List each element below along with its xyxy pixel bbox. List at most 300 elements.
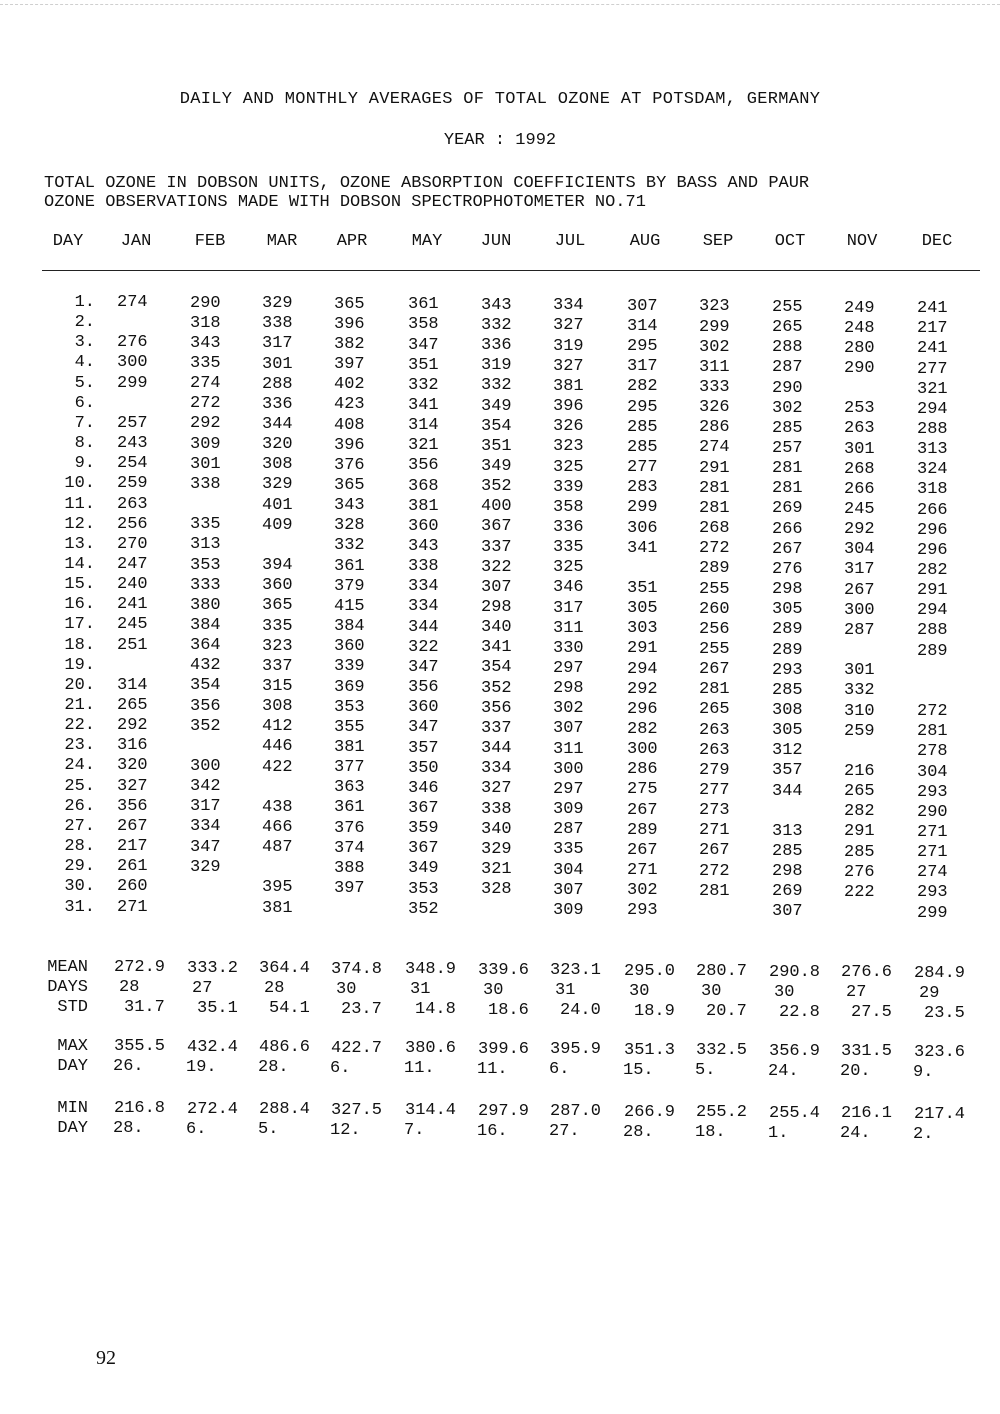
ozone-value: 286 (699, 418, 730, 438)
ozone-value: 361 (334, 798, 365, 818)
ozone-value: 287 (553, 820, 584, 840)
ozone-value: 266 (917, 500, 948, 520)
page-number: 92 (96, 1347, 116, 1369)
stat-value: 380.6 (405, 1039, 457, 1058)
ozone-value: 320 (262, 435, 293, 455)
ozone-value: 336 (262, 394, 293, 414)
ozone-value: 397 (334, 879, 365, 898)
ozone-value: 381 (553, 376, 584, 396)
ozone-value: 336 (553, 517, 584, 537)
ozone-value: 281 (699, 680, 730, 700)
ozone-value: 279 (699, 760, 730, 780)
ozone-value: 304 (844, 540, 875, 560)
ozone-value: 287 (844, 620, 875, 640)
ozone-value: 282 (627, 377, 658, 397)
stat-value: 290.8 (769, 962, 821, 982)
ozone-value: 376 (334, 455, 365, 475)
day-label: 21. (64, 696, 95, 715)
ozone-value: 402 (334, 375, 365, 395)
ozone-value: 241 (917, 339, 948, 359)
ozone-value: 396 (334, 435, 365, 455)
ozone-value: 349 (481, 396, 512, 416)
ozone-value: 318 (917, 480, 948, 500)
stat-value: 272.4 (187, 1099, 239, 1119)
stat-value: 28. (258, 1058, 289, 1077)
ozone-value: 377 (334, 758, 365, 778)
ozone-value: 304 (917, 762, 948, 782)
ozone-value: 340 (481, 819, 512, 839)
stat-value: 332.5 (696, 1041, 748, 1060)
stat-value: 30 (336, 979, 357, 999)
ozone-value: 251 (117, 635, 148, 655)
ozone-value: 298 (772, 862, 803, 882)
day-label: 19. (64, 655, 95, 675)
ozone-value: 293 (772, 660, 803, 680)
stat-value: 19. (186, 1057, 217, 1077)
ozone-value: 303 (627, 619, 658, 639)
ozone-value: 307 (553, 719, 584, 739)
ozone-value: 263 (699, 720, 730, 740)
ozone-value: 342 (190, 777, 221, 797)
ozone-value: 301 (844, 661, 875, 681)
ozone-value: 299 (117, 373, 148, 393)
ozone-value: 288 (772, 338, 803, 358)
ozone-value: 341 (481, 638, 512, 658)
ozone-value: 261 (117, 857, 148, 877)
ozone-value: 245 (117, 615, 148, 635)
ozone-value: 272 (699, 539, 730, 559)
stat-value: 24. (840, 1124, 871, 1143)
ozone-value: 343 (334, 496, 365, 516)
day-label: 25. (64, 776, 95, 796)
ozone-value: 354 (481, 416, 512, 436)
column-header-nov: NOV (846, 232, 878, 251)
ozone-value: 367 (481, 517, 512, 537)
ozone-value: 256 (699, 619, 730, 639)
day-label: 24. (64, 756, 95, 776)
ozone-value: 327 (117, 776, 148, 796)
ozone-value: 357 (408, 738, 439, 758)
ozone-value: 326 (699, 398, 730, 418)
stat-value: 297.9 (478, 1101, 530, 1121)
ozone-value: 263 (699, 740, 730, 760)
column-header-feb: FEB (194, 232, 226, 251)
ozone-value: 412 (262, 717, 293, 737)
stat-value: 323.6 (914, 1042, 966, 1062)
ozone-value: 376 (334, 818, 365, 838)
ozone-value: 367 (408, 798, 439, 818)
stat-value: 30 (483, 980, 504, 1000)
ozone-value: 325 (553, 558, 584, 578)
stat-value: 5. (258, 1120, 279, 1139)
ozone-value: 394 (262, 556, 293, 576)
stat-value: 395.9 (550, 1040, 602, 1059)
ozone-value: 351 (408, 355, 439, 375)
stat-value: 24.0 (560, 1001, 601, 1020)
column-header-jun: JUN (480, 232, 512, 251)
ozone-value: 328 (334, 516, 365, 536)
ozone-value: 292 (844, 520, 875, 540)
ozone-value: 334 (481, 759, 512, 779)
ozone-value: 349 (408, 859, 439, 879)
ozone-value: 335 (190, 354, 221, 373)
ozone-value: 222 (844, 882, 875, 902)
ozone-value: 328 (481, 880, 512, 900)
column-header-may: MAY (411, 232, 443, 251)
ozone-value: 327 (481, 779, 512, 799)
ozone-value: 352 (481, 477, 512, 497)
ozone-value: 329 (262, 475, 293, 495)
stat-value: 16. (477, 1121, 508, 1141)
stat-value: 323.1 (550, 961, 602, 980)
ozone-value: 335 (553, 538, 584, 558)
column-header-jul: JUL (554, 232, 586, 251)
ozone-value: 260 (117, 877, 148, 897)
ozone-value: 363 (334, 778, 365, 798)
ozone-value: 334 (190, 817, 221, 837)
ozone-value: 338 (408, 557, 439, 577)
ozone-value: 274 (117, 293, 148, 312)
stat-value: 27 (846, 983, 867, 1002)
ozone-value: 300 (844, 600, 875, 620)
ozone-value: 337 (262, 656, 293, 676)
day-label: 14. (64, 554, 95, 574)
ozone-value: 298 (553, 679, 584, 699)
ozone-value: 307 (627, 296, 658, 316)
ozone-value: 314 (627, 317, 658, 336)
ozone-value: 321 (481, 859, 512, 879)
stat-value: 11. (477, 1059, 508, 1079)
ozone-value: 267 (772, 539, 803, 559)
column-header-apr: APR (336, 232, 368, 251)
ozone-value: 381 (262, 898, 293, 918)
ozone-value: 347 (190, 837, 221, 857)
ozone-value: 356 (481, 698, 512, 718)
stat-value: 216.1 (841, 1104, 893, 1123)
ozone-value: 290 (772, 378, 803, 398)
stat-label: DAY (57, 1119, 88, 1138)
stat-value: 28. (623, 1122, 654, 1142)
ozone-value: 271 (117, 897, 148, 917)
ozone-value: 277 (699, 781, 730, 800)
ozone-value: 292 (190, 414, 221, 434)
ozone-value: 487 (262, 838, 293, 858)
ozone-value: 337 (481, 718, 512, 738)
ozone-value: 356 (117, 796, 148, 816)
ozone-value: 311 (699, 357, 730, 377)
scan-edge (0, 4, 1000, 5)
ozone-value: 343 (408, 537, 439, 556)
stat-value: 266.9 (624, 1102, 676, 1122)
day-label: 23. (64, 736, 95, 756)
ozone-value: 409 (262, 515, 293, 535)
stat-value: 339.6 (478, 960, 530, 980)
stat-value: 15. (623, 1060, 654, 1080)
ozone-value: 304 (553, 860, 584, 880)
ozone-value: 305 (772, 600, 803, 620)
ozone-value: 381 (408, 496, 439, 516)
ozone-value: 339 (553, 477, 584, 497)
ozone-value: 359 (408, 819, 439, 839)
day-label: 5. (74, 373, 95, 393)
stat-value: 255.2 (696, 1103, 748, 1122)
ozone-value: 302 (699, 337, 730, 357)
ozone-value: 322 (408, 637, 439, 657)
ozone-value: 354 (190, 676, 221, 696)
ozone-value: 290 (190, 293, 221, 313)
ozone-value: 281 (699, 478, 730, 498)
ozone-value: 396 (553, 397, 584, 417)
ozone-value: 347 (408, 718, 439, 738)
ozone-value: 317 (627, 357, 658, 377)
ozone-value: 327 (553, 356, 584, 376)
ozone-value: 357 (772, 761, 803, 781)
ozone-value: 288 (917, 419, 948, 439)
ozone-value: 288 (917, 621, 948, 641)
ozone-value: 305 (627, 599, 658, 619)
ozone-value: 400 (481, 497, 512, 517)
ozone-value: 358 (553, 497, 584, 517)
ozone-value: 321 (917, 379, 948, 399)
ozone-value: 259 (117, 474, 148, 494)
ozone-value: 289 (917, 641, 948, 661)
ozone-value: 336 (481, 336, 512, 356)
ozone-value: 313 (917, 440, 948, 460)
stat-value: 276.6 (841, 963, 893, 982)
ozone-value: 338 (190, 474, 221, 494)
ozone-value: 255 (772, 297, 803, 317)
ozone-value: 290 (917, 802, 948, 822)
ozone-value: 341 (627, 538, 658, 558)
ozone-value: 388 (334, 858, 365, 878)
day-label: 7. (74, 413, 95, 433)
ozone-value: 367 (408, 839, 439, 859)
ozone-value: 259 (844, 721, 875, 741)
ozone-value: 299 (699, 317, 730, 337)
ozone-value: 298 (772, 580, 803, 600)
ozone-value: 338 (262, 314, 293, 334)
stat-value: 54.1 (269, 999, 310, 1018)
stat-value: 31.7 (124, 998, 165, 1017)
stat-value: 18.6 (488, 1000, 529, 1020)
ozone-value: 332 (408, 375, 439, 395)
ozone-value: 294 (627, 659, 658, 679)
ozone-value: 216 (844, 761, 875, 781)
ozone-value: 368 (408, 476, 439, 496)
ozone-value: 354 (481, 658, 512, 678)
stat-value: 432.4 (187, 1037, 239, 1057)
ozone-value: 316 (117, 736, 148, 756)
ozone-value: 267 (699, 660, 730, 680)
ozone-value: 307 (553, 880, 584, 900)
ozone-value: 281 (699, 498, 730, 518)
ozone-value: 293 (627, 901, 658, 921)
ozone-value: 266 (772, 519, 803, 539)
ozone-value: 384 (190, 615, 221, 635)
stat-value: 30 (629, 981, 650, 1001)
ozone-value: 289 (772, 640, 803, 660)
ozone-value: 276 (117, 333, 148, 353)
day-label: 20. (64, 675, 95, 695)
ozone-value: 329 (481, 839, 512, 859)
day-label: 8. (74, 434, 95, 454)
ozone-value: 301 (262, 354, 293, 374)
ozone-value: 289 (627, 820, 658, 840)
ozone-value: 365 (334, 294, 365, 314)
ozone-value: 353 (334, 697, 365, 717)
stat-value: 356.9 (769, 1041, 821, 1061)
stat-value: 27.5 (851, 1003, 892, 1022)
ozone-value: 364 (190, 636, 221, 656)
ozone-value: 274 (917, 863, 948, 883)
ozone-value: 281 (699, 881, 730, 901)
ozone-value: 365 (334, 476, 365, 495)
stat-value: 35.1 (197, 998, 238, 1018)
ozone-value: 343 (481, 295, 512, 315)
stat-value: 295.0 (624, 961, 676, 981)
ozone-value: 271 (917, 822, 948, 842)
ozone-value: 267 (699, 841, 730, 861)
ozone-value: 380 (190, 595, 221, 615)
ozone-value: 326 (553, 417, 584, 437)
ozone-value: 323 (262, 636, 293, 656)
ozone-value: 382 (334, 334, 365, 354)
day-label: 17. (64, 615, 95, 635)
ozone-value: 301 (190, 454, 221, 474)
stat-value: 11. (404, 1059, 435, 1078)
ozone-value: 341 (408, 395, 439, 415)
ozone-value: 283 (627, 478, 658, 498)
ozone-value: 270 (117, 534, 148, 554)
ozone-value: 285 (627, 437, 658, 457)
ozone-value: 299 (917, 903, 948, 923)
ozone-value: 355 (334, 717, 365, 737)
ozone-value: 381 (334, 737, 365, 757)
stat-label: MAX (57, 1037, 88, 1056)
column-header-jan: JAN (120, 232, 152, 251)
ozone-value: 339 (334, 657, 365, 677)
ozone-value: 334 (553, 296, 584, 316)
column-header-oct: OCT (774, 232, 806, 251)
ozone-value: 281 (772, 479, 803, 499)
ozone-value: 438 (262, 797, 293, 817)
ozone-value: 281 (917, 722, 948, 742)
ozone-value: 253 (844, 399, 875, 419)
ozone-value: 260 (699, 599, 730, 619)
ozone-value: 396 (334, 314, 365, 334)
ozone-value: 347 (408, 335, 439, 355)
ozone-value: 255 (699, 579, 730, 599)
stat-value: 23.7 (341, 999, 382, 1019)
column-header-dec: DEC (921, 232, 953, 251)
ozone-value: 243 (117, 434, 148, 454)
ozone-value: 308 (772, 700, 803, 720)
ozone-value: 322 (481, 557, 512, 577)
page-title: DAILY AND MONTHLY AVERAGES OF TOTAL OZONE AT POTSDAM, GERMANY (179, 90, 821, 109)
column-header-sep: SEP (702, 232, 734, 251)
stat-value: 5. (695, 1061, 716, 1080)
ozone-value: 312 (772, 741, 803, 761)
stat-value: 351.3 (624, 1040, 676, 1060)
ozone-value: 309 (190, 434, 221, 454)
ozone-value: 365 (262, 596, 293, 616)
ozone-value: 317 (844, 560, 875, 580)
ozone-value: 347 (408, 657, 439, 677)
stat-value: 1. (768, 1123, 789, 1143)
day-label: 29. (64, 857, 95, 877)
stat-value: 314.4 (405, 1101, 457, 1120)
ozone-value: 432 (190, 656, 221, 676)
ozone-value: 310 (844, 701, 875, 721)
ozone-value: 361 (334, 556, 365, 576)
ozone-value: 249 (844, 298, 875, 318)
ozone-value: 352 (481, 678, 512, 698)
stat-value: 28 (119, 978, 140, 997)
stat-value: 255.4 (769, 1103, 821, 1123)
ozone-value: 338 (481, 799, 512, 819)
ozone-value: 245 (844, 500, 875, 519)
ozone-value: 293 (917, 782, 948, 802)
day-label: 13. (64, 534, 95, 554)
stat-value: 333.2 (187, 958, 239, 978)
ozone-value: 271 (917, 843, 948, 863)
stat-value: 288.4 (259, 1100, 311, 1119)
ozone-value: 307 (481, 577, 512, 597)
ozone-value: 268 (699, 519, 730, 539)
day-label: 28. (64, 837, 95, 857)
ozone-value: 415 (334, 596, 365, 616)
ozone-value: 286 (627, 760, 658, 780)
ozone-value: 317 (553, 598, 584, 618)
day-label: 31. (64, 897, 95, 917)
day-label: 9. (74, 454, 95, 474)
ozone-value: 353 (408, 879, 439, 899)
ozone-value: 320 (117, 756, 148, 776)
day-label: 3. (74, 333, 95, 353)
ozone-value: 265 (772, 318, 803, 338)
ozone-value: 269 (772, 499, 803, 519)
ozone-value: 374 (334, 838, 365, 858)
ozone-value: 276 (844, 862, 875, 882)
ozone-value: 360 (408, 698, 439, 718)
stat-value: 14.8 (415, 1000, 456, 1019)
ozone-value: 266 (844, 479, 875, 499)
ozone-value: 332 (481, 315, 512, 335)
ozone-value: 285 (844, 842, 875, 862)
ozone-value: 281 (772, 459, 803, 479)
ozone-value: 337 (481, 537, 512, 557)
ozone-value: 346 (553, 578, 584, 598)
ozone-value: 323 (699, 297, 730, 317)
ozone-value: 280 (844, 338, 875, 358)
ozone-value: 292 (627, 679, 658, 699)
ozone-value: 318 (190, 313, 221, 333)
ozone-value: 285 (627, 417, 658, 437)
ozone-value: 295 (627, 397, 658, 417)
ozone-value: 247 (117, 554, 148, 574)
ozone-value: 265 (117, 696, 148, 715)
ozone-value: 324 (917, 460, 948, 480)
ozone-value: 323 (553, 437, 584, 457)
ozone-value: 289 (772, 620, 803, 640)
ozone-value: 282 (627, 720, 658, 739)
ozone-value: 291 (844, 822, 875, 842)
column-header-mar: MAR (266, 232, 298, 251)
ozone-value: 291 (699, 458, 730, 478)
day-label: 10. (64, 474, 95, 494)
ozone-value: 297 (553, 659, 584, 678)
ozone-value: 360 (262, 576, 293, 596)
